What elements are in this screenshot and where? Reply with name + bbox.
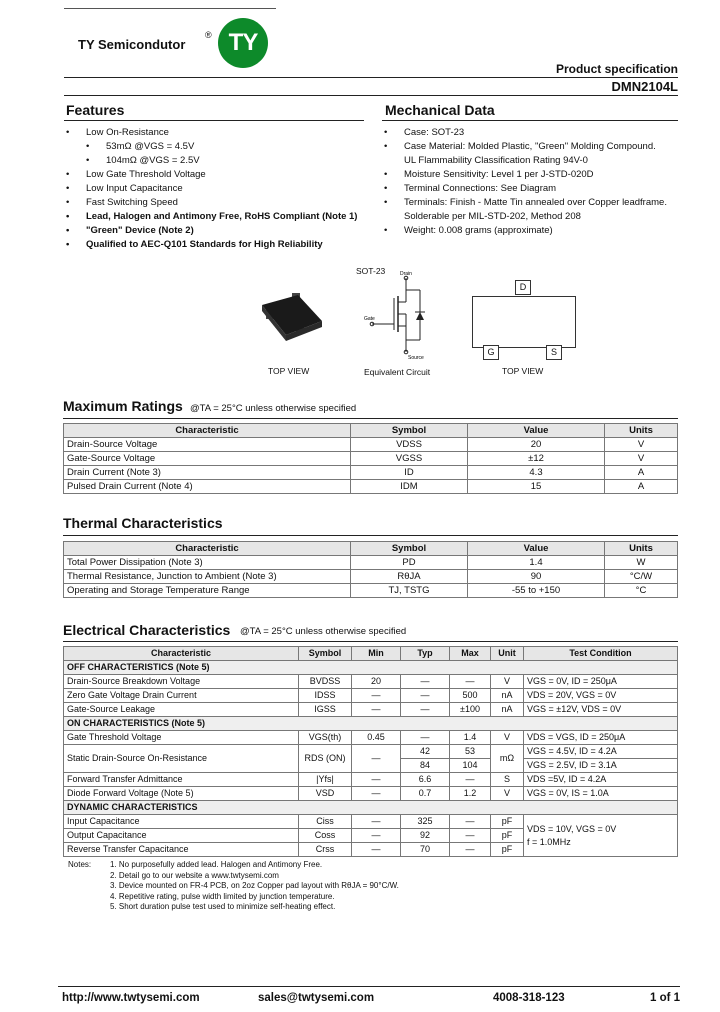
col-header: Units xyxy=(605,424,678,438)
header-divider xyxy=(64,77,678,78)
cell: BVDSS xyxy=(299,675,352,689)
cell: Input Capacitance xyxy=(64,815,299,829)
cell: |Yfs| xyxy=(299,773,352,787)
cell: Crss xyxy=(299,843,352,857)
table-row xyxy=(64,570,678,584)
col-header: Characteristic xyxy=(64,647,299,661)
cell: VGS(th) xyxy=(299,731,352,745)
feature-item: • "Green" Device (Note 2) xyxy=(64,224,357,238)
feature-item: • Fast Switching Speed xyxy=(64,196,357,210)
notes-label: Notes: xyxy=(68,860,92,869)
feature-item: • Qualified to AEC-Q101 Standards for High Reliability xyxy=(64,238,357,252)
cell: 0.45 xyxy=(352,731,401,745)
footer-email[interactable]: sales@twtysemi.com xyxy=(258,992,375,1004)
cell: 20 xyxy=(352,675,401,689)
col-header: Value xyxy=(468,424,605,438)
note-item: 3. Device mounted on FR-4 PCB, on 2oz Copper pad layout with RθJA = 90°C/W. xyxy=(110,881,399,890)
cell: 90 xyxy=(468,570,605,584)
cell: V xyxy=(605,438,678,452)
package-label: SOT-23 xyxy=(356,266,386,276)
table-row xyxy=(64,689,678,703)
cell: VGSS xyxy=(351,452,468,466)
cell: 15 xyxy=(468,480,605,494)
cell: VGS = 4.5V, ID = 4.2A xyxy=(524,745,678,759)
logo-text: TY xyxy=(228,29,258,56)
table-row xyxy=(64,452,678,466)
cell: 20 xyxy=(468,438,605,452)
mechanical-item: • Case Material: Molded Plastic, "Green" Molding Compound. xyxy=(382,140,667,154)
cell: pF xyxy=(491,843,524,857)
cell: IDM xyxy=(351,480,468,494)
feature-item: • Low On-Resistance xyxy=(64,126,357,140)
note-item: 5. Short duration pulse test used to minimize self-heating effect. xyxy=(110,902,336,911)
cell: V xyxy=(491,731,524,745)
cell: ±100 xyxy=(450,703,491,717)
electrical-underline xyxy=(63,641,678,642)
electrical-title: Electrical Characteristics xyxy=(63,622,231,638)
cell: VGS = ±12V, VDS = 0V xyxy=(524,703,678,717)
feature-item: • Low Gate Threshold Voltage xyxy=(64,168,357,182)
cell: 325 xyxy=(401,815,450,829)
note-item: 4. Repetitive rating, pulse width limited by junction temperature. xyxy=(110,891,335,901)
cell: V xyxy=(491,675,524,689)
cell: Static Drain-Source On-Resistance xyxy=(64,745,299,773)
features-list xyxy=(64,126,357,252)
note-item: 1. No purposefully added lead. Halogen and Antimony Free. xyxy=(110,860,323,869)
cell: A xyxy=(605,466,678,480)
dyn-cond-line-1: VDS = 10V, VGS = 0V xyxy=(527,823,617,834)
mechanical-underline xyxy=(382,120,678,121)
cell: Gate Threshold Voltage xyxy=(64,731,299,745)
cell: 53 xyxy=(450,745,491,759)
cell: — xyxy=(352,829,401,843)
col-header: Value xyxy=(468,542,605,556)
cell: — xyxy=(450,829,491,843)
col-header: Symbol xyxy=(299,647,352,661)
cell: Drain-Source Breakdown Voltage xyxy=(64,675,299,689)
footer-url[interactable]: http://www.twtysemi.com xyxy=(62,992,200,1004)
cell: Reverse Transfer Capacitance xyxy=(64,843,299,857)
company-logo xyxy=(218,18,268,68)
col-header: Unit xyxy=(491,647,524,661)
top-view-caption-1: TOP VIEW xyxy=(268,366,310,376)
cell: — xyxy=(352,843,401,857)
col-header: Typ xyxy=(401,647,450,661)
cell: — xyxy=(450,675,491,689)
cell: 70 xyxy=(401,843,450,857)
thermal-table xyxy=(63,541,678,598)
cell: PD xyxy=(351,556,468,570)
mechanical-item: • Terminal Connections: See Diagram xyxy=(382,182,667,196)
cell: Diode Forward Voltage (Note 5) xyxy=(64,787,299,801)
cell: — xyxy=(401,731,450,745)
table-row xyxy=(64,438,678,452)
group-header-on: ON CHARACTERISTICS (Note 5) xyxy=(64,717,678,731)
cell: — xyxy=(401,703,450,717)
cell: — xyxy=(352,703,401,717)
table-row xyxy=(64,466,678,480)
cell: Drain-Source Voltage xyxy=(64,438,351,452)
cell: 1.2 xyxy=(450,787,491,801)
cell: — xyxy=(401,675,450,689)
max-ratings-underline xyxy=(63,418,678,419)
drain-label: Drain xyxy=(400,271,412,277)
group-header-dynamic: DYNAMIC CHARACTERISTICS xyxy=(64,801,678,815)
mechanical-title: Mechanical Data xyxy=(385,102,495,118)
table-row xyxy=(64,787,678,801)
company-name: TY Semicondutor xyxy=(78,37,186,52)
table-row xyxy=(64,584,678,598)
cell: VGS = 2.5V, ID = 3.1A xyxy=(524,759,678,773)
col-header: Max xyxy=(450,647,491,661)
cell: VSD xyxy=(299,787,352,801)
cell: RDS (ON) xyxy=(299,745,352,773)
col-header: Min xyxy=(352,647,401,661)
cell: Gate-Source Voltage xyxy=(64,452,351,466)
col-header: Symbol xyxy=(351,542,468,556)
cell: W xyxy=(605,556,678,570)
cell: RθJA xyxy=(351,570,468,584)
feature-subitem: • 104mΩ @VGS = 2.5V xyxy=(64,154,357,168)
col-header: Units xyxy=(605,542,678,556)
col-header: Characteristic xyxy=(64,424,351,438)
col-header: Test Condition xyxy=(524,647,678,661)
cell: Ciss xyxy=(299,815,352,829)
feature-item: • Low Input Capacitance xyxy=(64,182,357,196)
cell: — xyxy=(450,843,491,857)
cell: — xyxy=(401,689,450,703)
package-illustration xyxy=(252,285,332,355)
table-row xyxy=(64,703,678,717)
cell: 6.6 xyxy=(401,773,450,787)
cell: — xyxy=(352,815,401,829)
cell: VDS =5V, ID = 4.2A xyxy=(524,773,678,787)
note-item: 2. Detail go to our website a www.twtysemi.com xyxy=(110,870,279,880)
top-view-outline xyxy=(472,296,576,348)
cell: 42 xyxy=(401,745,450,759)
cell: VGS = 0V, ID = 250μA xyxy=(524,675,678,689)
pin-d: D xyxy=(515,280,531,295)
features-underline xyxy=(64,120,364,121)
footer-rule xyxy=(58,986,680,987)
cell: 104 xyxy=(450,759,491,773)
dynamic-test-condition xyxy=(524,815,678,857)
col-header: Symbol xyxy=(351,424,468,438)
cell: Drain Current (Note 3) xyxy=(64,466,351,480)
cell: V xyxy=(491,787,524,801)
cell: — xyxy=(352,689,401,703)
cell: — xyxy=(450,773,491,787)
footer-page: 1 of 1 xyxy=(650,992,681,1004)
pin-s: S xyxy=(546,345,562,360)
dyn-cond-line-2: f = 1.0MHz xyxy=(527,836,571,847)
cell: ID xyxy=(351,466,468,480)
mechanical-item-cont: Solderable per MIL-STD-202, Method 208 xyxy=(404,211,581,222)
mechanical-list xyxy=(382,126,667,238)
table-row xyxy=(64,675,678,689)
cell: 1.4 xyxy=(468,556,605,570)
part-number: DMN2104L xyxy=(611,79,678,94)
feature-subitem: • 53mΩ @VGS = 4.5V xyxy=(64,140,357,154)
feature-item: • Lead, Halogen and Antimony Free, RoHS Compliant (Note 1) xyxy=(64,210,357,224)
max-ratings-title: Maximum Ratings xyxy=(63,398,183,414)
cell: TJ, TSTG xyxy=(351,584,468,598)
table-row xyxy=(64,731,678,745)
cell: -55 to +150 xyxy=(468,584,605,598)
equivalent-circuit xyxy=(358,266,438,364)
cell: Pulsed Drain Current (Note 4) xyxy=(64,480,351,494)
cell: 92 xyxy=(401,829,450,843)
cell: VDS = VGS, ID = 250μA xyxy=(524,731,678,745)
cell: Gate-Source Leakage xyxy=(64,703,299,717)
cell: °C xyxy=(605,584,678,598)
cell: S xyxy=(491,773,524,787)
group-header-off: OFF CHARACTERISTICS (Note 5) xyxy=(64,661,678,675)
footer-phone: 4008-318-123 xyxy=(493,992,565,1004)
table-row xyxy=(64,815,678,829)
doc-type: Product specification xyxy=(555,62,678,76)
electrical-table xyxy=(63,646,678,857)
mechanical-item: • Moisture Sensitivity: Level 1 per J-STD-020D xyxy=(382,168,667,182)
header-rule xyxy=(64,8,276,9)
thermal-title: Thermal Characteristics xyxy=(63,515,223,531)
cell: 4.3 xyxy=(468,466,605,480)
cell: VDS = 20V, VGS = 0V xyxy=(524,689,678,703)
cell: 84 xyxy=(401,759,450,773)
mechanical-item: • Case: SOT-23 xyxy=(382,126,667,140)
table-row xyxy=(64,745,678,759)
registered-mark: ® xyxy=(205,30,212,40)
mechanical-item: • Terminals: Finish - Matte Tin annealed over Copper leadframe. xyxy=(382,196,667,210)
equivalent-circuit-caption: Equivalent Circuit xyxy=(364,367,431,377)
table-row xyxy=(64,480,678,494)
top-view-caption-2: TOP VIEW xyxy=(502,366,544,376)
mechanical-item-cont: UL Flammability Classification Rating 94V-0 xyxy=(404,155,588,166)
cell: Output Capacitance xyxy=(64,829,299,843)
cell: A xyxy=(605,480,678,494)
cell: VGS = 0V, IS = 1.0A xyxy=(524,787,678,801)
cell: — xyxy=(352,787,401,801)
max-ratings-table xyxy=(63,423,678,494)
cell: — xyxy=(450,815,491,829)
max-ratings-condition: @TA = 25°C unless otherwise specified xyxy=(190,403,357,414)
cell: IGSS xyxy=(299,703,352,717)
thermal-underline xyxy=(63,535,678,536)
cell: nA xyxy=(491,689,524,703)
cell: ±12 xyxy=(468,452,605,466)
cell: Operating and Storage Temperature Range xyxy=(64,584,351,598)
cell: Zero Gate Voltage Drain Current xyxy=(64,689,299,703)
cell: pF xyxy=(491,815,524,829)
cell: nA xyxy=(491,703,524,717)
cell: 0.7 xyxy=(401,787,450,801)
pin-g: G xyxy=(483,345,499,360)
cell: Coss xyxy=(299,829,352,843)
col-header: Characteristic xyxy=(64,542,351,556)
cell: — xyxy=(352,745,401,773)
cell: IDSS xyxy=(299,689,352,703)
cell: Total Power Dissipation (Note 3) xyxy=(64,556,351,570)
cell: Thermal Resistance, Junction to Ambient (Note 3) xyxy=(64,570,351,584)
cell: VDSS xyxy=(351,438,468,452)
cell: — xyxy=(352,773,401,787)
table-row xyxy=(64,556,678,570)
source-label: Source xyxy=(408,355,424,361)
cell: 1.4 xyxy=(450,731,491,745)
cell: mΩ xyxy=(491,745,524,773)
cell: V xyxy=(605,452,678,466)
gate-label: Gate xyxy=(364,316,375,322)
cell: 500 xyxy=(450,689,491,703)
electrical-condition: @TA = 25°C unless otherwise specified xyxy=(240,626,407,637)
notes-list xyxy=(110,860,399,913)
features-title: Features xyxy=(66,102,125,118)
table-row xyxy=(64,773,678,787)
header-divider-2 xyxy=(64,95,678,96)
mechanical-item: • Weight: 0.008 grams (approximate) xyxy=(382,224,667,238)
cell: pF xyxy=(491,829,524,843)
cell: °C/W xyxy=(605,570,678,584)
cell: Forward Transfer Admittance xyxy=(64,773,299,787)
